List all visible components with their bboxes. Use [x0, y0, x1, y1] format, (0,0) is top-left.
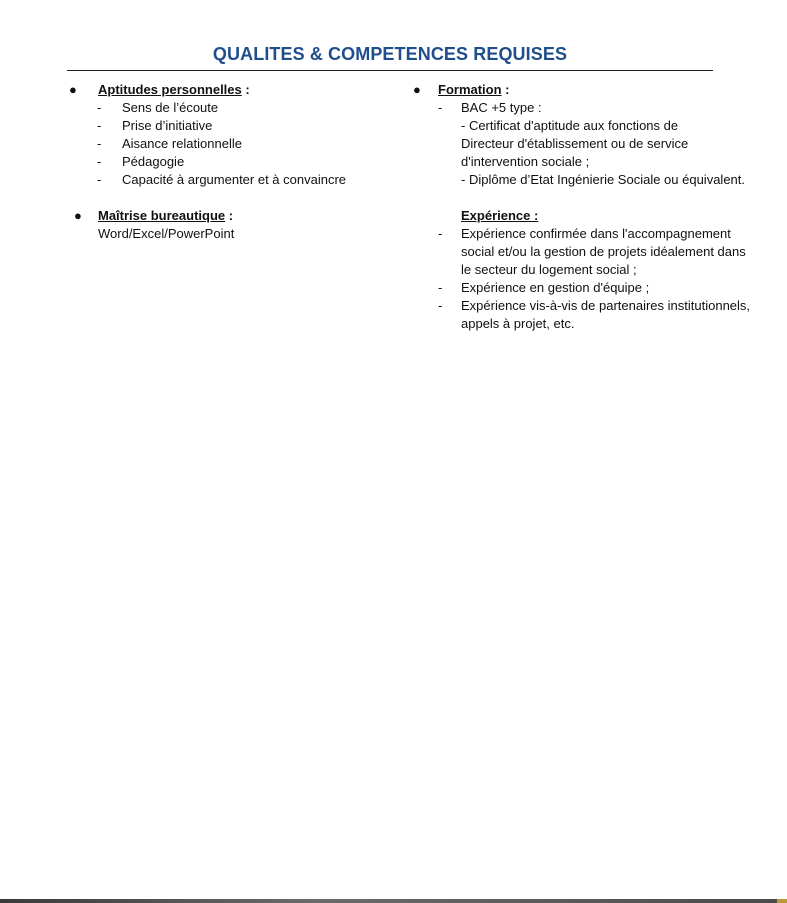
aptitude-item: Sens de l’écoute — [122, 100, 219, 115]
bureautique-text: Word/Excel/PowerPoint — [98, 226, 235, 241]
list-item — [413, 297, 773, 315]
footer-accent — [777, 899, 787, 903]
formation-heading-line — [413, 81, 773, 99]
experience-item: Expérience en gestion d'équipe ; — [461, 280, 650, 295]
bureautique-text-line — [69, 225, 399, 243]
formation-detail-line — [413, 153, 773, 171]
list-item — [69, 117, 399, 135]
list-item — [69, 171, 399, 189]
aptitude-item: Capacité à argumenter et à convaincre — [122, 172, 347, 187]
list-item — [413, 99, 773, 117]
aptitude-item: Pédagogie — [122, 154, 185, 169]
formation-item: BAC +5 type : — [461, 100, 542, 115]
dash-icon: - — [438, 100, 443, 115]
footer-bar — [0, 899, 787, 903]
formation-detail: Directeur d'établissement ou de service — [461, 136, 689, 151]
bureautique-heading-colon: : — [225, 208, 234, 223]
experience-item-cont: appels à projet, etc. — [461, 316, 575, 331]
left-column — [69, 81, 399, 243]
experience-continuation — [413, 243, 773, 261]
aptitude-item: Prise d’initiative — [122, 118, 213, 133]
formation-detail: d'intervention sociale ; — [461, 154, 590, 169]
formation-detail-line — [413, 117, 773, 135]
experience-continuation — [413, 315, 773, 333]
right-column — [413, 81, 773, 333]
list-item — [69, 99, 399, 117]
experience-item-cont: le secteur du logement social ; — [461, 262, 637, 277]
bullet-icon: ● — [69, 82, 77, 97]
formation-heading-colon: : — [501, 82, 510, 97]
bureautique-heading: Maîtrise bureautique — [98, 208, 226, 223]
aptitudes-heading-line — [69, 81, 399, 99]
list-item — [413, 225, 773, 243]
dash-icon: - — [438, 280, 443, 295]
experience-heading: Expérience : — [461, 208, 539, 223]
list-item — [413, 279, 773, 297]
bureautique-heading-line — [69, 207, 399, 225]
formation-detail: - Certificat d'aptitude aux fonctions de — [461, 118, 679, 133]
aptitudes-heading: Aptitudes personnelles — [98, 82, 242, 97]
dash-icon: - — [438, 226, 443, 241]
dash-icon: - — [97, 118, 102, 133]
experience-continuation — [413, 261, 773, 279]
page-title: QUALITES & COMPETENCES REQUISES — [212, 44, 568, 64]
bullet-icon: ● — [74, 208, 82, 223]
list-item — [69, 135, 399, 153]
dash-icon: - — [97, 136, 102, 151]
experience-heading-line — [413, 207, 773, 225]
aptitude-item: Aisance relationnelle — [122, 136, 242, 151]
list-item — [69, 153, 399, 171]
formation-detail-line — [413, 135, 773, 153]
experience-item: Expérience vis-à-vis de partenaires institutionnels, — [461, 298, 751, 313]
experience-item-cont: social et/ou la gestion de projets idéalement dans — [461, 244, 746, 259]
formation-detail-line — [413, 171, 773, 189]
dash-icon: - — [438, 298, 443, 313]
formation-heading: Formation — [438, 82, 502, 97]
title-divider — [67, 70, 713, 71]
formation-detail: - Diplôme d’Etat Ingénierie Sociale ou équivalent. — [461, 172, 746, 187]
dash-icon: - — [97, 154, 102, 169]
dash-icon: - — [97, 100, 102, 115]
dash-icon: - — [97, 172, 102, 187]
bullet-icon: ● — [413, 82, 421, 97]
aptitudes-heading-colon: : — [241, 82, 250, 97]
experience-item: Expérience confirmée dans l'accompagnement — [461, 226, 731, 241]
